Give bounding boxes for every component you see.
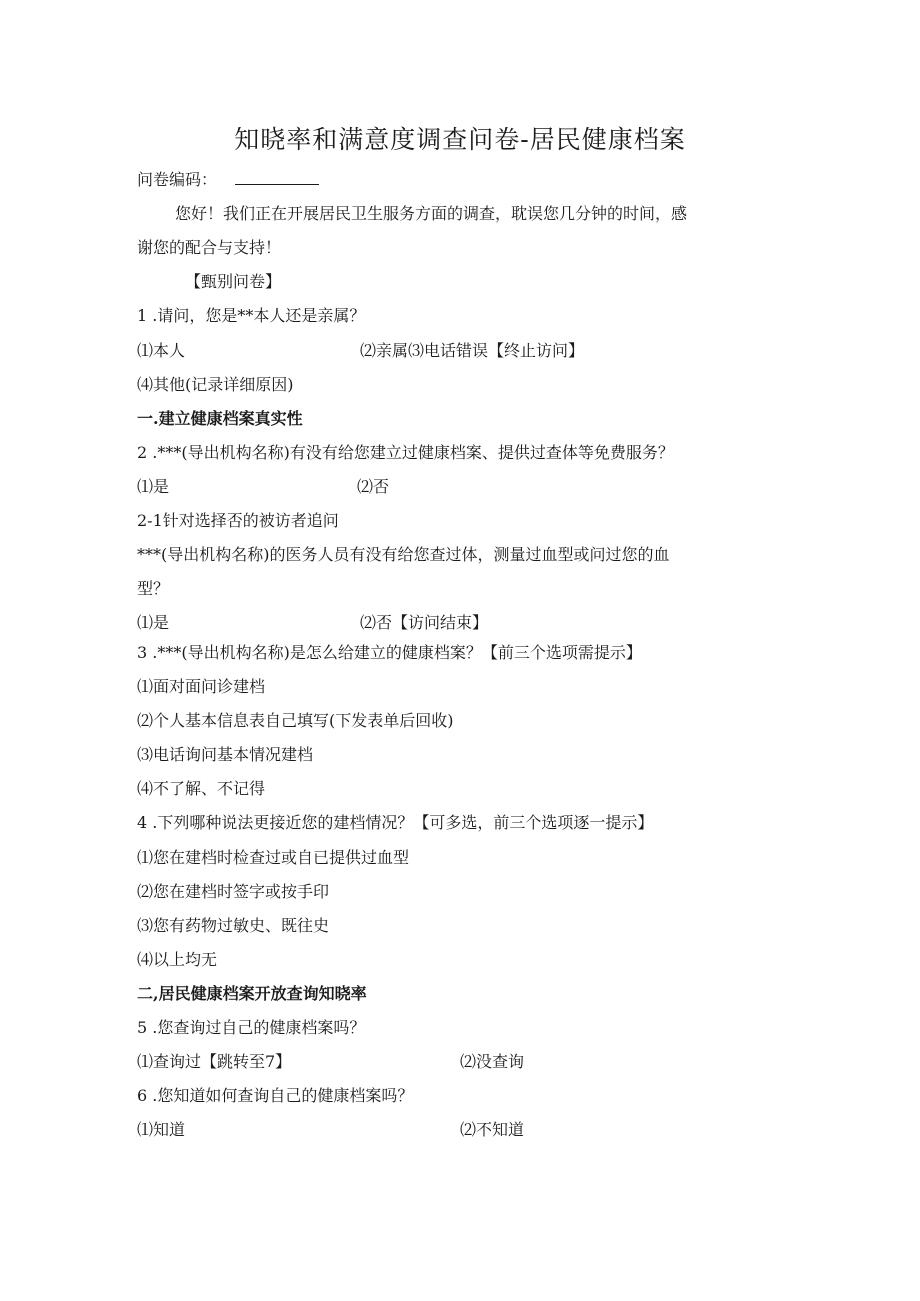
question-6: 6 .您知道如何查询自己的健康档案吗？ xyxy=(137,1086,414,1105)
code-label: 问卷编码： xyxy=(137,170,218,189)
q1-option-1: ⑴本人 xyxy=(137,341,186,360)
questionnaire-code-row xyxy=(137,170,319,190)
q6-option-2: ⑵不知道 xyxy=(460,1120,525,1139)
q4-option-1: ⑴您在建档时检查过或自已提供过血型 xyxy=(137,848,410,867)
question-1: 1 .请问，您是**本人还是亲属？ xyxy=(137,306,366,325)
q1-option-2-3: ⑵亲属⑶电话错误【终止访问】 xyxy=(360,341,585,360)
q4-option-2: ⑵您在建档时签字或按手印 xyxy=(137,882,330,901)
q2-option-2: ⑵否 xyxy=(357,477,390,496)
q6-option-1: ⑴知道 xyxy=(137,1120,186,1139)
q2-1-text-line-1: ***(导出机构名称)的医务人员有没有给您查过体，测量过血型或问过您的血 xyxy=(137,545,670,564)
q4-option-3: ⑶您有药物过敏史、既往史 xyxy=(137,916,330,935)
question-5: 5 .您查询过自己的健康档案吗？ xyxy=(137,1018,366,1037)
screening-label: 【甄别问卷】 xyxy=(185,272,282,291)
intro-line-1: 您好！我们正在开展居民卫生服务方面的调查，耽误您几分钟的时间，感 xyxy=(175,204,688,223)
question-2: 2 .***(导出机构名称)有没有给您建立过健康档案、提供过查体等免费服务？ xyxy=(137,443,674,462)
q2-1-option-2: ⑵否【访问结束】 xyxy=(360,613,489,632)
q2-1-option-1: ⑴是 xyxy=(137,613,170,632)
q2-1-text-line-2: 型？ xyxy=(137,579,170,598)
section-2-heading: 二,居民健康档案开放查询知晓率 xyxy=(137,984,367,1003)
question-4: 4 .下列哪种说法更接近您的建档情况？【可多选，前三个选项逐一提示】 xyxy=(137,813,654,832)
q5-option-2: ⑵没查询 xyxy=(460,1052,525,1071)
q5-option-1: ⑴查询过【跳转至7】 xyxy=(137,1052,292,1071)
page-title: 知晓率和满意度调查问卷-居民健康档案 xyxy=(234,125,686,154)
section-1-heading: 一.建立健康档案真实性 xyxy=(137,409,303,428)
q3-option-1: ⑴面对面问诊建档 xyxy=(137,677,266,696)
q4-option-4: ⑷以上均无 xyxy=(137,950,218,969)
q3-option-3: ⑶电话询问基本情况建档 xyxy=(137,745,314,764)
question-3: 3 .***(导出机构名称)是怎么给建立的健康档案？【前三个选项需提示】 xyxy=(137,643,642,662)
question-2-1: 2-1针对选择否的被访者追问 xyxy=(137,511,339,530)
q1-option-4: ⑷其他(记录详细原因) xyxy=(137,375,294,394)
q2-option-1: ⑴是 xyxy=(137,477,170,496)
intro-line-2: 谢您的配合与支持！ xyxy=(137,238,282,257)
q3-option-4: ⑷不了解、不记得 xyxy=(137,779,266,798)
code-blank-line xyxy=(235,170,319,185)
q3-option-2: ⑵个人基本信息表自己填写(下发表单后回收) xyxy=(137,711,454,730)
